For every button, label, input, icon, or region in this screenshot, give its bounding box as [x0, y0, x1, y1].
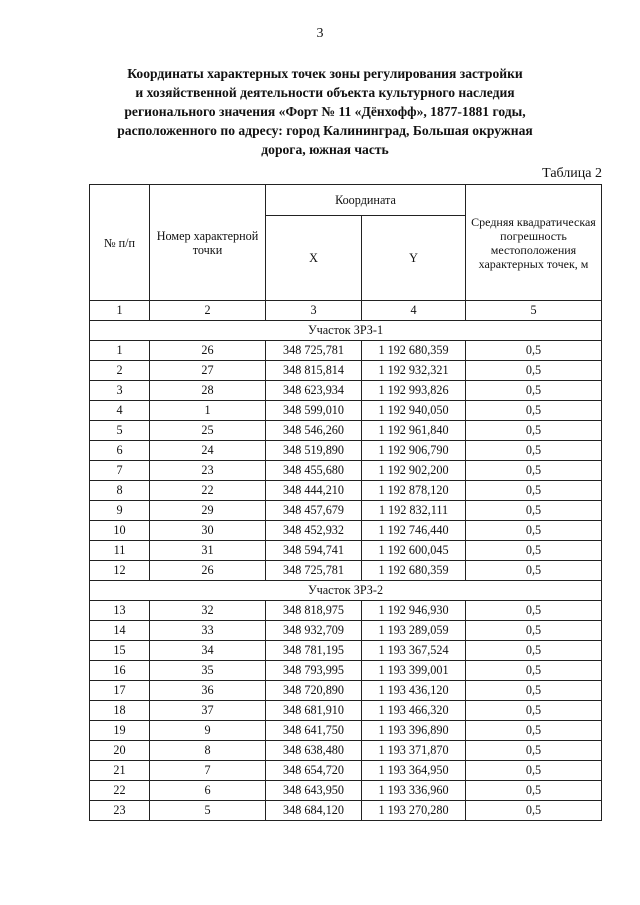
- col-number: 5: [466, 301, 602, 321]
- cell-num: 8: [90, 481, 150, 501]
- cell-y: 1 193 336,960: [362, 781, 466, 801]
- table-row: [90, 501, 602, 521]
- cell-error: 0,5: [466, 401, 602, 421]
- cell-point: 27: [150, 361, 266, 381]
- cell-x: 348 457,679: [266, 501, 362, 521]
- cell-error: 0,5: [466, 361, 602, 381]
- cell-error: 0,5: [466, 661, 602, 681]
- cell-x: 348 599,010: [266, 401, 362, 421]
- cell-num: 7: [90, 461, 150, 481]
- cell-x: 348 641,750: [266, 721, 362, 741]
- cell-point: 23: [150, 461, 266, 481]
- table-row: [90, 801, 602, 821]
- header-error: Средняя квадратическая погрешность местоположения характерных точек, м: [466, 185, 602, 301]
- cell-num: 6: [90, 441, 150, 461]
- cell-error: 0,5: [466, 681, 602, 701]
- cell-error: 0,5: [466, 341, 602, 361]
- cell-error: 0,5: [466, 481, 602, 501]
- cell-point: 26: [150, 561, 266, 581]
- cell-point: 29: [150, 501, 266, 521]
- cell-num: 2: [90, 361, 150, 381]
- cell-y: 1 192 680,359: [362, 341, 466, 361]
- cell-y: 1 193 270,280: [362, 801, 466, 821]
- cell-x: 348 818,975: [266, 601, 362, 621]
- title-line: Координаты характерных точек зоны регулирования застройки: [127, 66, 523, 81]
- cell-y: 1 192 680,359: [362, 561, 466, 581]
- cell-point: 30: [150, 521, 266, 541]
- section-row: [90, 581, 602, 601]
- table-row: [90, 541, 602, 561]
- cell-x: 348 720,890: [266, 681, 362, 701]
- cell-x: 348 781,195: [266, 641, 362, 661]
- table-row: [90, 721, 602, 741]
- cell-point: 1: [150, 401, 266, 421]
- cell-x: 348 684,120: [266, 801, 362, 821]
- cell-num: 11: [90, 541, 150, 561]
- table-row: [90, 601, 602, 621]
- cell-y: 1 193 367,524: [362, 641, 466, 661]
- cell-num: 10: [90, 521, 150, 541]
- cell-y: 1 193 436,120: [362, 681, 466, 701]
- cell-y: 1 193 364,950: [362, 761, 466, 781]
- cell-error: 0,5: [466, 501, 602, 521]
- title-line: и хозяйственной деятельности объекта культурного наследия: [135, 85, 515, 100]
- cell-point: 26: [150, 341, 266, 361]
- cell-y: 1 192 961,840: [362, 421, 466, 441]
- cell-point: 22: [150, 481, 266, 501]
- cell-error: 0,5: [466, 601, 602, 621]
- cell-num: 15: [90, 641, 150, 661]
- cell-x: 348 452,932: [266, 521, 362, 541]
- cell-error: 0,5: [466, 741, 602, 761]
- cell-y: 1 192 832,111: [362, 501, 466, 521]
- table-row: [90, 561, 602, 581]
- col-number: 1: [90, 301, 150, 321]
- cell-point: 34: [150, 641, 266, 661]
- cell-error: 0,5: [466, 781, 602, 801]
- cell-num: 21: [90, 761, 150, 781]
- cell-num: 23: [90, 801, 150, 821]
- table-label: Таблица 2: [542, 166, 602, 181]
- cell-error: 0,5: [466, 441, 602, 461]
- cell-error: 0,5: [466, 721, 602, 741]
- table-row: [90, 641, 602, 661]
- cell-y: 1 192 906,790: [362, 441, 466, 461]
- cell-error: 0,5: [466, 381, 602, 401]
- cell-point: 8: [150, 741, 266, 761]
- table-row: [90, 741, 602, 761]
- cell-y: 1 192 600,045: [362, 541, 466, 561]
- cell-x: 348 444,210: [266, 481, 362, 501]
- cell-point: 28: [150, 381, 266, 401]
- cell-error: 0,5: [466, 621, 602, 641]
- page-number: 3: [316, 26, 324, 41]
- cell-point: 24: [150, 441, 266, 461]
- cell-x: 348 793,995: [266, 661, 362, 681]
- table-row: [90, 481, 602, 501]
- cell-num: 3: [90, 381, 150, 401]
- cell-num: 13: [90, 601, 150, 621]
- cell-num: 14: [90, 621, 150, 641]
- cell-num: 18: [90, 701, 150, 721]
- cell-y: 1 192 946,930: [362, 601, 466, 621]
- cell-y: 1 193 289,059: [362, 621, 466, 641]
- cell-num: 12: [90, 561, 150, 581]
- cell-point: 32: [150, 601, 266, 621]
- table-row: [90, 661, 602, 681]
- cell-x: 348 654,720: [266, 761, 362, 781]
- header-x: X: [266, 216, 362, 301]
- cell-x: 348 623,934: [266, 381, 362, 401]
- cell-y: 1 192 902,200: [362, 461, 466, 481]
- col-number: 4: [362, 301, 466, 321]
- table-row: [90, 621, 602, 641]
- cell-error: 0,5: [466, 521, 602, 541]
- title-line: дорога, южная часть: [261, 142, 389, 157]
- cell-error: 0,5: [466, 461, 602, 481]
- title-line: расположенного по адресу: город Калининград, Большая окружная: [117, 123, 533, 138]
- coordinates-table: [89, 184, 602, 821]
- table-row: [90, 381, 602, 401]
- header-point: Номер характерной точки: [150, 185, 266, 301]
- cell-point: 9: [150, 721, 266, 741]
- cell-num: 16: [90, 661, 150, 681]
- section-title: Участок ЗРЗ-1: [90, 321, 602, 341]
- cell-x: 348 638,480: [266, 741, 362, 761]
- table-row: [90, 361, 602, 381]
- table-row: [90, 441, 602, 461]
- cell-x: 348 725,781: [266, 341, 362, 361]
- table-row: [90, 681, 602, 701]
- cell-y: 1 193 371,870: [362, 741, 466, 761]
- header-y: Y: [362, 216, 466, 301]
- section-row: [90, 321, 602, 341]
- cell-x: 348 455,680: [266, 461, 362, 481]
- cell-y: 1 192 993,826: [362, 381, 466, 401]
- cell-y: 1 192 746,440: [362, 521, 466, 541]
- cell-num: 19: [90, 721, 150, 741]
- cell-error: 0,5: [466, 541, 602, 561]
- cell-x: 348 681,910: [266, 701, 362, 721]
- cell-num: 22: [90, 781, 150, 801]
- cell-num: 20: [90, 741, 150, 761]
- cell-error: 0,5: [466, 801, 602, 821]
- document-title: [70, 64, 580, 159]
- cell-y: 1 193 396,890: [362, 721, 466, 741]
- cell-error: 0,5: [466, 701, 602, 721]
- cell-point: 25: [150, 421, 266, 441]
- col-number: 2: [150, 301, 266, 321]
- cell-num: 4: [90, 401, 150, 421]
- table-row: [90, 761, 602, 781]
- cell-point: 6: [150, 781, 266, 801]
- table-row: [90, 701, 602, 721]
- cell-num: 9: [90, 501, 150, 521]
- cell-point: 36: [150, 681, 266, 701]
- col-number: 3: [266, 301, 362, 321]
- table-row: [90, 461, 602, 481]
- cell-num: 5: [90, 421, 150, 441]
- cell-y: 1 192 878,120: [362, 481, 466, 501]
- section-title: Участок ЗРЗ-2: [90, 581, 602, 601]
- cell-y: 1 192 932,321: [362, 361, 466, 381]
- cell-y: 1 192 940,050: [362, 401, 466, 421]
- cell-point: 35: [150, 661, 266, 681]
- table-row: [90, 401, 602, 421]
- table-row: [90, 421, 602, 441]
- header-coord: Координата: [266, 185, 466, 216]
- cell-x: 348 815,814: [266, 361, 362, 381]
- cell-error: 0,5: [466, 641, 602, 661]
- table-row: [90, 781, 602, 801]
- cell-point: 31: [150, 541, 266, 561]
- table-row: [90, 521, 602, 541]
- cell-point: 33: [150, 621, 266, 641]
- cell-error: 0,5: [466, 421, 602, 441]
- header-num: № п/п: [90, 185, 150, 301]
- cell-error: 0,5: [466, 761, 602, 781]
- cell-x: 348 546,260: [266, 421, 362, 441]
- cell-x: 348 932,709: [266, 621, 362, 641]
- cell-error: 0,5: [466, 561, 602, 581]
- cell-x: 348 594,741: [266, 541, 362, 561]
- cell-point: 5: [150, 801, 266, 821]
- table-row: [90, 341, 602, 361]
- cell-num: 17: [90, 681, 150, 701]
- cell-point: 7: [150, 761, 266, 781]
- cell-x: 348 519,890: [266, 441, 362, 461]
- title-line: регионального значения «Форт № 11 «Дёнхофф», 1877-1881 годы,: [124, 104, 526, 119]
- cell-y: 1 193 466,320: [362, 701, 466, 721]
- cell-x: 348 643,950: [266, 781, 362, 801]
- cell-y: 1 193 399,001: [362, 661, 466, 681]
- cell-point: 37: [150, 701, 266, 721]
- cell-x: 348 725,781: [266, 561, 362, 581]
- cell-num: 1: [90, 341, 150, 361]
